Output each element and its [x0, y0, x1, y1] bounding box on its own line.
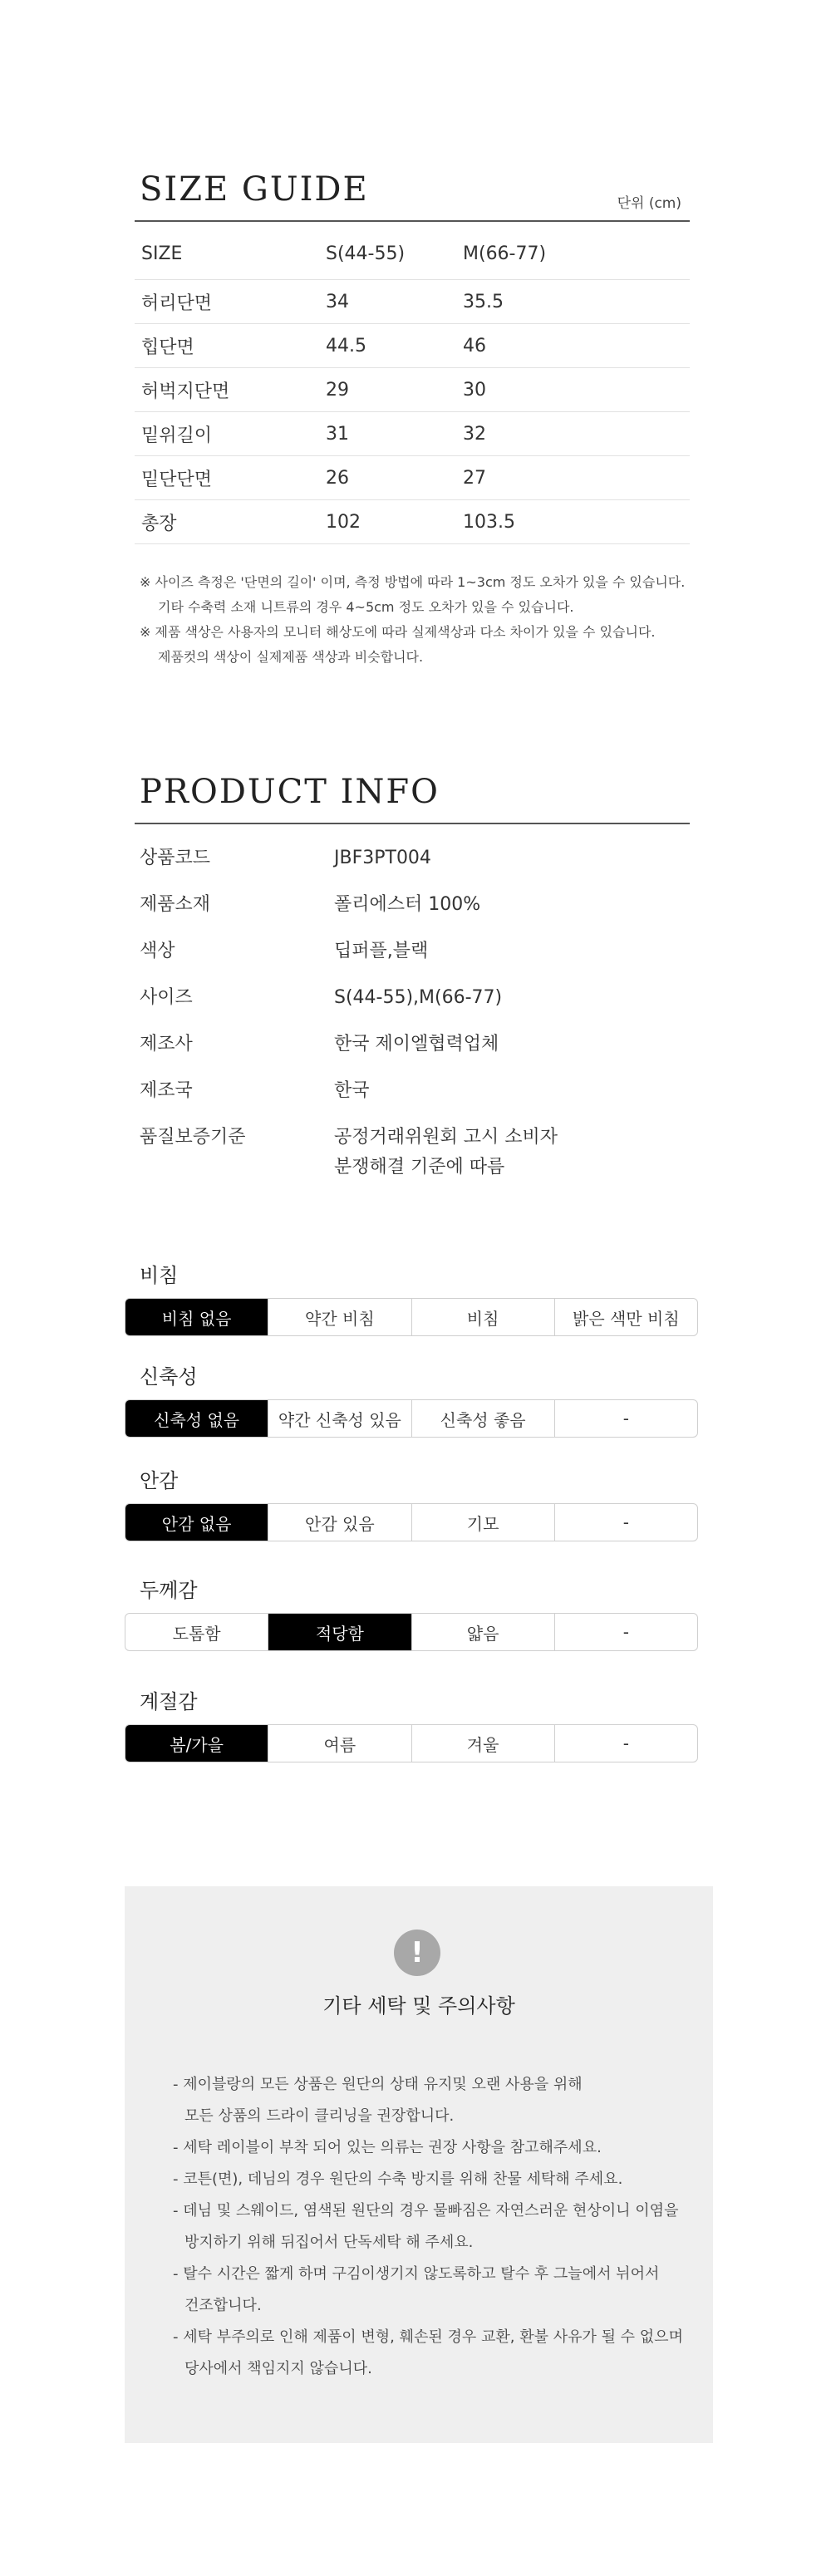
attr-title: 계절감 [140, 1690, 198, 1713]
measure-value-m: 27 [463, 467, 486, 489]
measure-value-s: 102 [326, 511, 361, 533]
info-value: S(44-55),M(66-77) [334, 987, 503, 1008]
info-value: JBF3PT004 [334, 848, 431, 868]
list-item [173, 2322, 688, 2385]
info-row [140, 937, 688, 966]
attr-title: 비침 [140, 1264, 179, 1287]
info-label: 제품소재 [140, 894, 211, 915]
attr-options [125, 1724, 698, 1762]
care-line: - 제이블랑의 모든 상품은 원단의 상태 유지및 오랜 사용을 위해 [173, 2076, 583, 2093]
product-info-divider [135, 823, 690, 824]
info-label: 색상 [140, 941, 175, 961]
product-info-title: PRODUCT INFO [140, 773, 440, 811]
info-value-line: 분쟁해결 기준에 따름 [334, 1157, 505, 1177]
info-row [140, 890, 688, 920]
attr-option[interactable]: 신축성 좋음 [412, 1400, 555, 1437]
measure-label: 허벅지단면 [141, 381, 230, 402]
table-row [135, 500, 690, 544]
attr-options [125, 1503, 698, 1541]
size-note: ※ 제품 색상은 사용자의 모니터 해상도에 따라 실제색상과 다소 차이가 있을 수 있습니다. [140, 624, 656, 640]
size-guide-title: SIZE GUIDE [140, 170, 369, 209]
attr-option[interactable]: - [622, 1512, 629, 1532]
attr-season [125, 1685, 698, 1762]
info-value [334, 1123, 688, 1182]
info-label: 품질보증기준 [140, 1127, 246, 1148]
unit-label: 단위 (cm) [617, 195, 681, 212]
care-line: - 코튼(면), 데님의 경우 원단의 수축 방지를 위해 찬물 세탁해 주세요. [173, 2170, 623, 2188]
attr-title: 두께감 [140, 1579, 198, 1602]
size-table [135, 229, 690, 544]
info-value: 한국 [334, 1080, 370, 1101]
attr-option[interactable]: 비침 없음 [125, 1299, 268, 1335]
table-row [135, 456, 690, 500]
attr-option[interactable]: 안감 없음 [125, 1504, 268, 1541]
list-item [173, 2164, 688, 2195]
info-label: 제조사 [140, 1034, 193, 1054]
size-header-s: S(44-55) [326, 243, 406, 264]
info-value: 딥퍼플,블랙 [334, 941, 429, 961]
measure-value-m: 32 [463, 423, 486, 445]
measure-value-s: 26 [326, 467, 349, 489]
care-notice-box [125, 1886, 713, 2443]
list-item [173, 2132, 688, 2164]
size-guide-divider [135, 220, 690, 222]
info-row [140, 1030, 688, 1059]
size-notes [140, 570, 685, 670]
care-line: 건조합니다. [184, 2297, 262, 2314]
care-line: 방지하기 위해 뒤집어서 단독세탁 해 주세요. [184, 2234, 474, 2251]
attr-option[interactable]: - [622, 1408, 629, 1428]
care-line: 모든 상품의 드라이 클리닝을 권장합니다. [184, 2107, 455, 2125]
info-row [140, 1076, 688, 1106]
measure-label: 허리단면 [141, 293, 213, 314]
attr-option[interactable]: 봄/가을 [125, 1725, 268, 1762]
size-note: 기타 수축력 소재 니트류의 경우 4~5cm 정도 오차가 있을 수 있습니다. [158, 599, 574, 615]
table-row [135, 324, 690, 368]
attr-option[interactable]: 얇음 [412, 1614, 555, 1650]
care-line: - 데님 및 스웨이드, 염색된 원단의 경우 물빠짐은 자연스러운 현상이니 이염을 [173, 2202, 679, 2220]
attr-option[interactable]: 적당함 [268, 1614, 411, 1650]
care-title: 기타 세탁 및 주의사항 [322, 1994, 515, 2018]
attr-options [125, 1613, 698, 1651]
size-header-m: M(66-77) [463, 243, 547, 264]
measure-label: 힙단면 [141, 337, 194, 358]
attr-option[interactable]: 약간 신축성 있음 [268, 1400, 411, 1437]
measure-value-s: 44.5 [326, 335, 366, 356]
size-header-label: SIZE [141, 243, 183, 264]
attr-option[interactable]: 약간 비침 [268, 1299, 411, 1335]
info-value-line: 공정거래위원회 고시 소비자 [334, 1127, 558, 1148]
info-row [140, 1123, 688, 1182]
info-row [140, 983, 688, 1013]
measure-value-m: 35.5 [463, 291, 504, 312]
size-note: ※ 사이즈 측정은 '단면의 길이' 이며, 측정 방법에 따라 1~3cm 정도 오차가 있을 수 있습니다. [140, 574, 686, 590]
attr-option[interactable]: 신축성 없음 [125, 1400, 268, 1437]
info-label: 제조국 [140, 1080, 193, 1101]
measure-value-m: 103.5 [463, 511, 515, 533]
list-item [173, 2259, 688, 2322]
measure-value-m: 46 [463, 335, 486, 356]
attr-sheerness [125, 1259, 698, 1336]
table-row [135, 280, 690, 324]
attr-lining [125, 1464, 698, 1541]
attr-option[interactable]: 안감 있음 [268, 1504, 411, 1541]
care-line: - 세탁 부주의로 인해 제품이 변형, 훼손된 경우 교환, 환불 사유가 될 수 없으며 [173, 2328, 683, 2346]
measure-value-s: 34 [326, 291, 349, 312]
table-row [135, 412, 690, 456]
care-line: - 세탁 레이블이 부착 되어 있는 의류는 권장 사항을 참고해주세요. [173, 2139, 602, 2156]
table-row [135, 368, 690, 412]
attr-option[interactable]: 겨울 [412, 1725, 555, 1762]
care-line: 당사에서 책임지지 않습니다. [184, 2360, 372, 2377]
attr-options [125, 1298, 698, 1336]
attr-title: 신축성 [140, 1365, 198, 1389]
exclamation-icon: ! [394, 1930, 440, 1976]
product-info-table [140, 843, 688, 1199]
info-label: 상품코드 [140, 848, 211, 868]
attr-option[interactable]: 기모 [412, 1504, 555, 1541]
info-row [140, 843, 688, 873]
list-item [173, 2069, 688, 2132]
care-line: - 탈수 시간은 짧게 하며 구김이생기지 않도록하고 탈수 후 그늘에서 뉘어서 [173, 2265, 660, 2283]
measure-value-s: 29 [326, 379, 349, 401]
care-list [173, 2069, 688, 2385]
info-label: 사이즈 [140, 987, 193, 1008]
attr-option[interactable]: 비침 [412, 1299, 555, 1335]
size-note: 제품컷의 색상이 실제제품 색상과 비슷합니다. [158, 649, 424, 665]
size-table-header [135, 229, 690, 280]
attr-title: 안감 [140, 1469, 179, 1492]
list-item [173, 2195, 688, 2259]
info-value: 폴리에스터 100% [334, 894, 481, 915]
measure-value-s: 31 [326, 423, 349, 445]
attr-option[interactable]: - [622, 1733, 629, 1753]
attr-stretch [125, 1360, 698, 1438]
attr-option[interactable]: 도톰함 [125, 1614, 268, 1650]
info-value: 한국 제이엘협력업체 [334, 1034, 499, 1054]
attr-options [125, 1399, 698, 1438]
measure-label: 밑단단면 [141, 469, 213, 490]
attr-thickness [125, 1574, 698, 1651]
measure-label: 총장 [141, 513, 177, 534]
measure-label: 밑위길이 [141, 425, 213, 446]
measure-value-m: 30 [463, 379, 486, 401]
attr-option[interactable]: 여름 [268, 1725, 411, 1762]
attr-option[interactable]: 밝은 색만 비침 [573, 1308, 680, 1329]
attr-option[interactable]: - [622, 1622, 629, 1642]
